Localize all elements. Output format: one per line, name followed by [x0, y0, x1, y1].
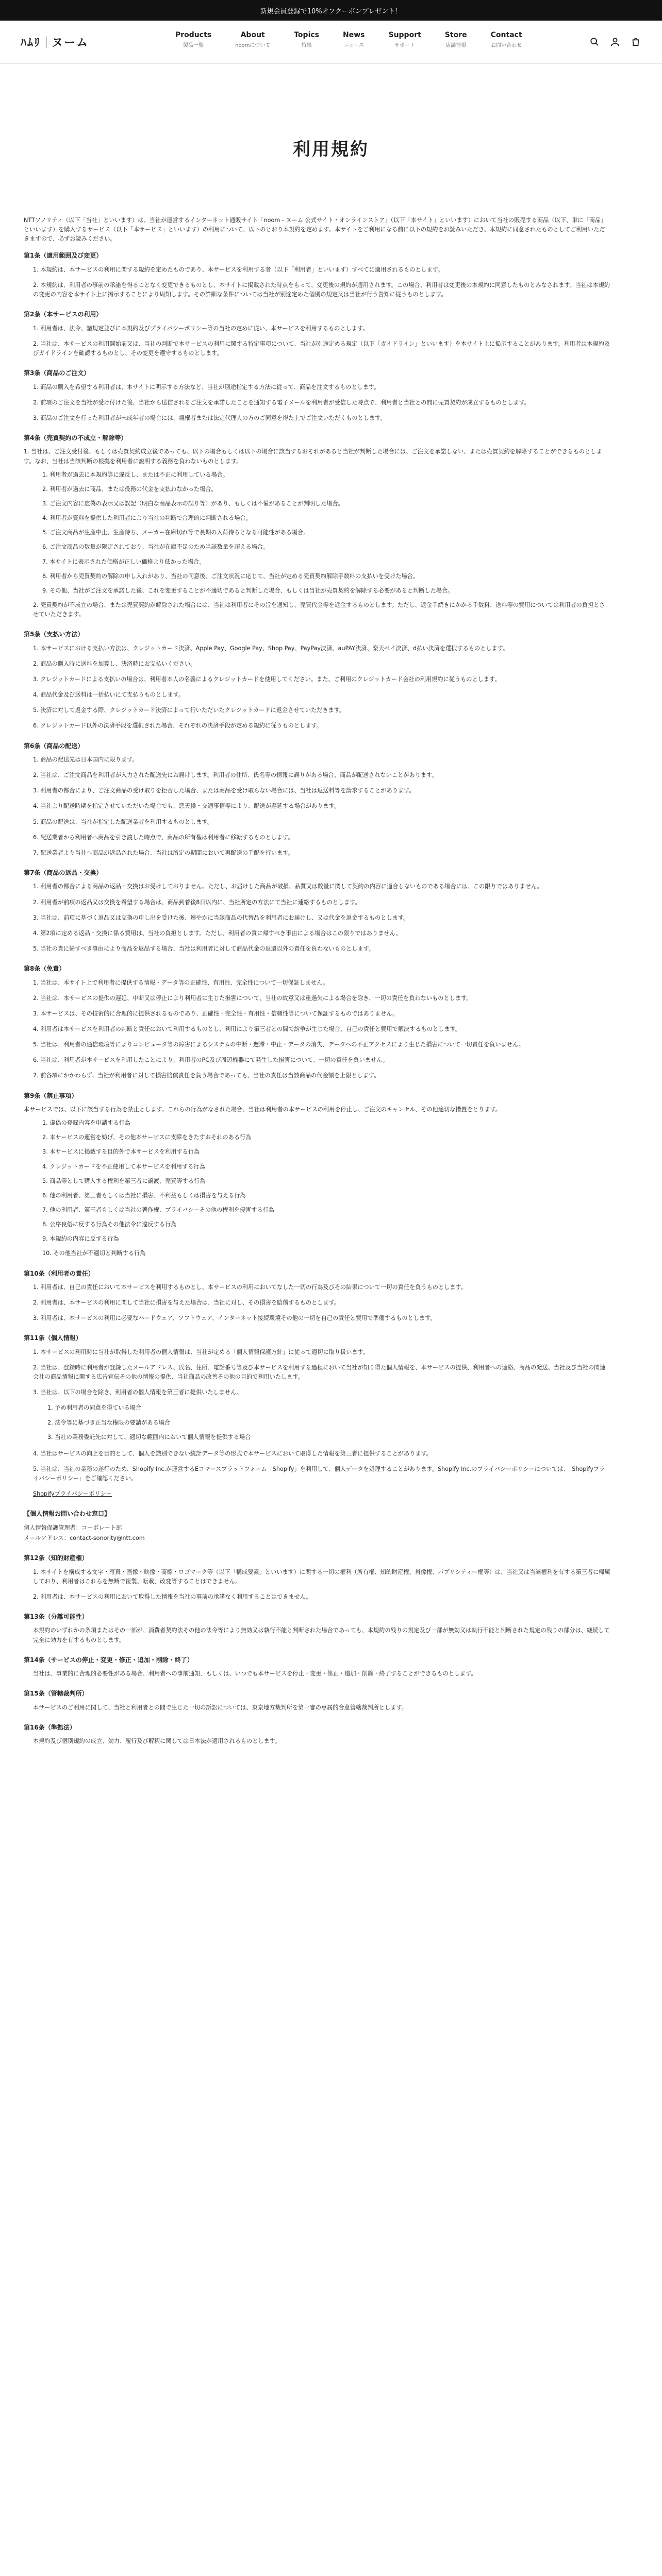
list-item: 8. 利用者から売買契約の解除の申し入れがあり、当社の同意後、ご注文状況に応じて、当社が定める売買契約解除手数料の支払いを受けた場合。 [42, 572, 419, 580]
article-title: 第3条（商品のご注文） [24, 369, 90, 377]
article-paragraph: 1. 本サイトを構成する文字・写真・画像・映像・商標・ロゴマーク等（以下「構成要素」といいます）に関する一切の権利（所有権、知的財産権、肖像権、パブリシティー権等）は、当社又は当該権利を有する第三者に帰属しており、利用者はこれらを無断で複製、転載、改変等することはできません。 [33, 1568, 610, 1585]
article-title: 【個人情報お問い合わせ窓口】 [24, 1510, 111, 1518]
contact-line: メールアドレス：contact-sonority@ntt.com [24, 1534, 145, 1541]
user-icon[interactable] [609, 36, 621, 47]
list-item: 3. 本サービスに掲載する目的外で本サービスを利用する行為 [42, 1148, 200, 1156]
list-item: 6. ご注文商品の数量が限定されており、当社が在庫不足のため当該数量を超える場合。 [42, 544, 269, 551]
article-paragraph: 2. 商品の購入時に送料を加算し、決済時にお支払いください。 [33, 660, 196, 667]
article-paragraph: 1. 本サービスにおける支払い方法は、クレジットカード決済、Apple Pay、Google Pay、Shop Pay、PayPay決済、auPAY決済、楽天ペイ決済、d払い決済を選択するものとします。 [33, 645, 509, 652]
article-title: 第9条（禁止事項） [24, 1092, 78, 1099]
list-item: 2. 法令等に基づき正当な権限の要請がある場合 [47, 1419, 170, 1426]
article-paragraph: 2. 利用者が前項の返品又は交換を希望する場合は、商品到着後8日以内に、当社所定の方法にて当社に連絡するものとします。 [33, 899, 361, 906]
article-paragraph: 3. 当社は、以下の場合を除き、利用者の個人情報を第三者に提供いたしません。 [33, 1389, 243, 1396]
nav-label: Topics [294, 31, 319, 39]
nav-about[interactable] [235, 31, 270, 48]
nav-sublabel: 店舗情報 [445, 43, 467, 48]
article-paragraph: 4. 第2項に定める返品・交換に係る費用は、当社の負担とします。ただし、利用者の責に帰すべき事由による場合はこの限りではありません。 [33, 929, 402, 937]
logo-text-left: ﾊﾑﾘ [21, 37, 41, 49]
article-paragraph: 1. 商品の配送先は日本国内に限ります。 [33, 756, 138, 763]
site-header [0, 21, 662, 64]
article-paragraph: 5. 当社は、当社の業務の遂行のため、Shopify Inc.が運営するEコマースプラットフォーム「Shopify」を利用して、個人データを処理することがあります。Shopify Inc.のプライバシーポリシーについては、「Shopifyプライバシーポリシー」をご確認ください。 [33, 1465, 605, 1482]
article-paragraph: 1. 本サービスの利用時に当社が取得した利用者の個人情報は、当社が定める「個人情報保護方針」に従って適切に取り扱います。 [33, 1348, 369, 1355]
article-section [24, 433, 610, 619]
search-icon[interactable] [589, 36, 600, 47]
contact-block [24, 1523, 610, 1543]
article-paragraph: 5. 当社の責に帰すべき事由により商品を返品する場合、当社は利用者に対して商品代金の返還以外の責任を負わないものとします。 [33, 945, 374, 952]
article-paragraph: 3. 利用者は、本サービスの利用に必要なハードウェア、ソフトウェア、インターネット接続環境その他の一切を自己の責任と費用で準備するものとします。 [33, 1315, 436, 1322]
site-logo[interactable] [21, 34, 89, 50]
article-paragraph: 本サービスのご利用に関して、当社と利用者との間で生じた一切の訴訟については、東京地方裁判所を第一審の専属的合意管轄裁判所とします。 [33, 1704, 407, 1711]
article-section [24, 1689, 610, 1713]
article-intro: 本サービスでは、以下に該当する行為を禁止とします。これらの行為がなされた場合、当社は利用者の本サービスの利用を停止し、ご注文のキャンセル、その他適切な措置をとります。 [24, 1106, 501, 1113]
nav-sublabel: お問い合わせ [491, 43, 522, 48]
article-paragraph: 5. 当社は、利用者の通信環境等によりコンピュータ等の障害によるシステムの中断・遅滞・中止・データの消失、データへの不正アクセスにより生じた損害について一切責任を負いません。 [33, 1041, 524, 1048]
article-title: 第8条（免責） [24, 965, 65, 973]
page-title: 利用規約 [293, 139, 369, 160]
article-section [24, 1269, 610, 1324]
article-intro: 1. 当社は、ご注文受付後、もしくは売買契約成立後であっても、以下の場合もしくは以下の場合に該当するおそれがあると当社が判断した場合には、ご注文を承諾しない、または売買契約を解除することができるものとします。なお、当社は当該判断の根拠を利用者に説明する義務を負わないものとします。 [24, 448, 602, 465]
list-item: 7. 他の利用者、第三者もしくは当社の著作権、プライバシーその他の権利を侵害する行為 [42, 1206, 274, 1213]
article-section [24, 1333, 610, 1499]
list-item: 9. 本規約の内容に反する行為 [42, 1235, 119, 1243]
article-paragraph: 1. 利用者の都合による商品の返品・交換はお受けしておりません。ただし、お届けした商品が破損、品質又は数量に関して契約の内容に適合しないものである場合には、この限りではありません。 [33, 883, 543, 890]
article-title: 第12条（知的財産権） [24, 1554, 88, 1562]
article-paragraph: 5. 商品の配送は、当社が指定した配送業者を利用するものとします。 [33, 818, 213, 825]
article-paragraph: 4. 商品代金及び送料は一括払いにて支払うものとします。 [33, 691, 185, 699]
article-paragraph: 5. 決済に対して返金する際、クレジットカード決済によって行いただいたクレジットカードに返金させていただきます。 [33, 707, 345, 714]
article-paragraph: 3. 商品のご注文を行った利用者が未成年者の場合には、親権者または法定代理人の方のご同意を得た上でご注文いただくものとします。 [33, 414, 386, 421]
article-paragraph: 2. 本規約は、利用者の事前の承諾を得ることなく変更できるものとし、本サイトに掲載された時点をもって、変更後の規約が適用されます。この場合、利用者は変更後の本規約に同意したものとみなされます。当社は本規約の変更の内容を本サイト上に掲示することにより周知します。その詳細な条件については当社が別途定めた個別の規定又は当社が行う告知に従うものとします。 [33, 282, 610, 298]
article-title: 第16条（準拠法） [24, 1723, 76, 1731]
article-title: 第15条（管轄裁判所） [24, 1690, 88, 1698]
article-section [24, 251, 610, 299]
article-paragraph: 2. 当社は、本サービスの利用開始前又は、当社の判断で本サービスの利用に関する特定事項について、当社が別途定める規定（以下「ガイドライン」といいます）を本サイト上に掲示することがあります。利用者は本規約及びガイドラインを確認するものとし、その変更を遵守するものとします。 [33, 340, 610, 357]
article-title: 第5条（支払い方法） [24, 631, 84, 638]
article-paragraph: 1. 本規約は、本サービスの利用に関する規約を定めたものであり、本サービスを利用する者（以下「利用者」といいます）すべてに適用されるものとします。 [33, 266, 444, 273]
article-paragraph: 3. 当社は、前項に基づく返品又は交換の申し出を受けた後、速やかに当該商品の代替品を利用者にお届けし、又は代金を返金するものとします。 [33, 914, 409, 921]
nav-label: Products [175, 31, 212, 39]
list-item: 1. 虚偽の登録内容を申請する行為 [42, 1120, 130, 1127]
article-paragraph: 1. 利用者は、法令、諸規定並びに本規約及びプライバシーポリシー等の当社の定めに従い、本サービスを利用するものとします。 [33, 325, 369, 332]
list-item: 7. 本サイトに表示された価格が正しい価格より低かった場合。 [42, 558, 205, 565]
list-item: 5. 商品等として購入する権利を第三者に譲渡、売買等する行為 [42, 1177, 206, 1184]
article-paragraph: 1. 利用者は、自己の責任において本サービスを利用するものとし、本サービスの利用においてなした一切の行為及びその結果について一切の責任を負うものとします。 [33, 1283, 467, 1291]
article-section [24, 741, 610, 858]
list-item: 2. 本サービスの運営を妨げ、その他本サービスに支障をきたすおそれのある行為 [42, 1134, 252, 1141]
list-item: 3. 当社の業務委託先に対して、適切な範囲内において個人情報を提供する場合 [47, 1433, 251, 1440]
article-paragraph: 2. 利用者は、本サービスの利用において取得した情報を当社の事前の承諾なく利用することはできません。 [33, 1593, 312, 1600]
list-item: 1. 予め利用者の同意を得ている場合 [47, 1404, 142, 1412]
nav-sublabel: サポート [394, 43, 416, 48]
nav-label: Store [444, 31, 467, 39]
article-section [24, 964, 610, 1080]
intro-paragraph: NTTソノリティ（以下「当社」といいます）は、当社が運営するインターネット通販サイト「noom - ヌーム 公式サイト・オンラインストア」（以下「本サイト」といいます）において当社の販売する商品（以下、単に「商品」といいます）を購入するサービス（以下「本サービス」といいます）の利用について、以下のとおり本規約を定めます。本サイトをご利用になる前に以下の規約をお読みいただき、本規約に同意されたものとしてご利用いただきますので、必ずお読みください。 [24, 217, 607, 243]
shopify-privacy-link[interactable]: Shopifyプライバシーポリシー [33, 1490, 112, 1498]
nav-label: About [240, 31, 265, 39]
nav-label: Contact [490, 31, 522, 39]
article-title: 第4条（売買契約の不成立・解除等） [24, 434, 127, 442]
article-section [24, 310, 610, 358]
list-item: 4. 利用者が資料を提供した利用者により当社の判断で合理的に判断される場合。 [42, 515, 252, 522]
article-title: 第1条（適用範囲及び変更） [24, 252, 103, 260]
article-paragraph: 本規約のいずれかの条項またはその一部が、消費者契約法その他の法令等により無効又は執行不能と判断された場合であっても、本規約の残りの規定及び一部が無効又は執行不能と判断された規定の残りの部分は、継続して完全に効力を有するものとします。 [33, 1627, 610, 1643]
article-section [24, 868, 610, 954]
nav-sublabel: ニュース [343, 43, 364, 48]
announcement-bar [0, 0, 662, 21]
article-paragraph: 4. 当社はサービスの向上を目的として、個人を識別できない統計データ等の形式で本サービスにおいて取得した情報を第三者に提供することがあります。 [33, 1450, 432, 1457]
list-item: 1. 利用者が過去に本規約等に違反し、または不正に利用している場合。 [42, 471, 229, 478]
article-title: 第11条（個人情報） [24, 1334, 82, 1342]
nav-sublabel: 製品一覧 [183, 43, 204, 48]
list-item: 10. その他当社が不適切と判断する行為 [42, 1250, 146, 1257]
article-paragraph: 1. 当社は、本サイト上で利用者に提供する情報・データ等の正確性、有用性、完全性について一切保証しません。 [33, 979, 329, 986]
article-paragraph: 3. クレジットカードによる支払いの場合は、利用者本人の名義によるクレジットカードを使用してください。また、ご利用のクレジットカード会社の利用規約に従うものとします。 [33, 675, 501, 683]
list-item: 6. 他の利用者、第三者もしくは当社に損害、不利益もしくは損害を与える行為 [42, 1192, 246, 1199]
article-section [24, 1553, 610, 1602]
article-paragraph: 3. 本サービスは、その技術的に合理的に提供されるものであり、正確性・完全性・有用性・信頼性等について保証するものではありません。 [33, 1010, 399, 1017]
header-icons [589, 36, 641, 47]
article-paragraph: 2. 当社は、本サービスの提供の遅延、中断又は停止により利用者に生じた損害について、当社の故意又は重過失による場合を除き、一切の責任を負わないものとします。 [33, 994, 472, 1002]
nav-contact[interactable] [491, 31, 522, 48]
article-section [24, 630, 610, 731]
article-title: 第2条（本サービスの利用） [24, 311, 103, 318]
nav-news[interactable] [343, 31, 365, 48]
article-title: 第13条（分離可能性） [24, 1613, 88, 1620]
article-title: 第10条（利用者の責任） [24, 1269, 94, 1277]
article-paragraph: 2. 当社は、登録時に利用者が登録したメールアドレス、氏名、住所、電話番号等及び本サービスを利用する過程において当社が知り得た個人情報を、本サービスの提供、利用者への連絡、商品の発送、当社及び当社の関連会社の商品情報に関する広告宣伝その他の情報の提供、当社商品の改善その他の目的で利用いたします。 [33, 1364, 606, 1381]
list-item: 5. ご注文商品が生産中止、生産待ち、メーカー在庫切れ等で長期の入荷待ちとなる可能性がある場合。 [42, 529, 309, 536]
nav-sublabel: noomについて [235, 43, 271, 48]
article-section [24, 1612, 610, 1645]
article-paragraph: 6. 当社は、利用者が本サービスを利用したことにより、利用者のPC及び周辺機器にて発生した損害について、一切の責任を負いません。 [33, 1057, 389, 1064]
article-paragraph: 2. 当社は、ご注文商品を利用者が入力された配送先にお届けします。利用者の住所、氏名等の情報に誤りがある場合、商品が配送されないことがあります。 [33, 772, 438, 779]
announcement-text: 新規会員登録で10%オフクーポンプレゼント！ [260, 7, 402, 15]
nav-label: News [343, 31, 365, 39]
article-title: 第6条（商品の配送） [24, 742, 84, 750]
contact-line: 個人情報保護管理者：コーポレート部 [24, 1524, 122, 1531]
privacy-link-row [33, 1489, 610, 1499]
article-paragraph: 6. 配送業者から利用者へ商品を引き渡した時点で、商品の所有権は利用者に移転するものとします。 [33, 834, 294, 841]
article-paragraph: 1. 商品の購入を希望する利用者は、本サイトに明示する方法など、当社が別途指定する方法に従って、商品を注文するものとします。 [33, 383, 380, 391]
logo-text-right: ヌーム [52, 37, 89, 49]
article-sublist [42, 1118, 610, 1258]
nav-store[interactable] [445, 31, 467, 48]
article-section [24, 368, 610, 423]
article-paragraph: 当社は、事業的に合理的必要性がある場合、利用者への事前通知、もしくは、いつでも本サービスを停止・変更・修正・追加・削除・終了することができるものとします。 [33, 1670, 477, 1677]
article-title: 第7条（商品の返品・交換） [24, 869, 103, 876]
terms-content [0, 216, 662, 1746]
main-nav [175, 31, 522, 48]
article-paragraph: 7. 前各項にかかわらず、当社が利用者に対して損害賠償責任を負う場合であっても、当社の責任は当該商品の代金額を上限とします。 [33, 1072, 380, 1079]
nav-sublabel: 特集 [301, 43, 312, 48]
list-item: 9. その他、当社がご注文を承諾した後、これを変更することが不適切であると判断した場合、もしくは当社が売買契約を解除する必要があると判断した場合。 [42, 587, 454, 594]
article-paragraph: 2. 前項のご注文を当社が受け付けた後、当社から送信されるご注文を承諾したことを通知する電子メールを利用者が受信した時点で、利用者と当社との間に売買契約が成立するものとします。 [33, 399, 530, 406]
article-paragraph: 7. 配送業者より当社へ商品が返品された場合、当社は所定の期間において再配送の手配を行います。 [33, 849, 294, 856]
list-item: 4. クレジットカードを不正使用して本サービスを利用する行為 [42, 1163, 205, 1170]
article-paragraph: 4. 利用者は本サービスを利用者の判断と責任において利用するものとし、利用により第三者との間で紛争が生じた場合、自己の責任と費用で解決するものとします。 [33, 1025, 461, 1032]
nav-topics[interactable] [294, 31, 319, 48]
article-sublist [47, 1403, 610, 1442]
nav-label: Support [388, 31, 421, 39]
article-section [24, 1091, 610, 1259]
article-section [24, 1509, 610, 1543]
article-paragraph: 3. 利用者の都合により、ご注文商品の受け取りを拒否した場合、または商品を受け取らない場合には、当社は返送料等を請求することがあります。 [33, 787, 415, 794]
article-title: 第14条（サービスの停止・変更・修正・追加・削除・終了） [24, 1656, 193, 1664]
article-paragraph: 2. 売買契約が不成立の場合、または売買契約が解除された場合には、当社は利用者にその旨を通知し、売買代金等を返金するものとします。ただし、返金手続きにかかる手数料、送料等の費用については利用者の負担とさせていただきます。 [33, 601, 605, 618]
cart-icon[interactable] [630, 36, 641, 47]
article-paragraph: 本規約及び個別規約の成立、効力、履行及び解釈に関しては日本法が適用されるものとします。 [33, 1738, 281, 1745]
nav-products[interactable] [175, 31, 211, 48]
article-paragraph: 6. クレジットカード以外の決済手段を選択された場合、それぞれの決済手段が定める規約に従うものとします。 [33, 722, 322, 730]
list-item: 2. 利用者が過去に商品、または役務の代金を支払わなかった場合。 [42, 485, 217, 493]
article-paragraph: 4. 当社より配送時期を指定させていただいた場合でも、悪天候・交通事情等により、配送が遅延する場合があります。 [33, 803, 340, 810]
article-paragraph: 2. 利用者は、本サービスの利用に関して当社に損害を与えた場合は、当社に対し、その損害を賠償するものとします。 [33, 1299, 340, 1307]
nav-support[interactable] [388, 31, 421, 48]
list-item: 3. ご注文内容に虚偽の表示又は誤記（明白な商品表示の誤り等）があり、もしくは不備があることが判明した場合。 [42, 500, 344, 507]
list-item: 8. 公序良俗に反する行為その他法令に違反する行為 [42, 1221, 177, 1228]
article-sublist [42, 470, 610, 596]
article-section [24, 1655, 610, 1679]
article-section [24, 1723, 610, 1747]
